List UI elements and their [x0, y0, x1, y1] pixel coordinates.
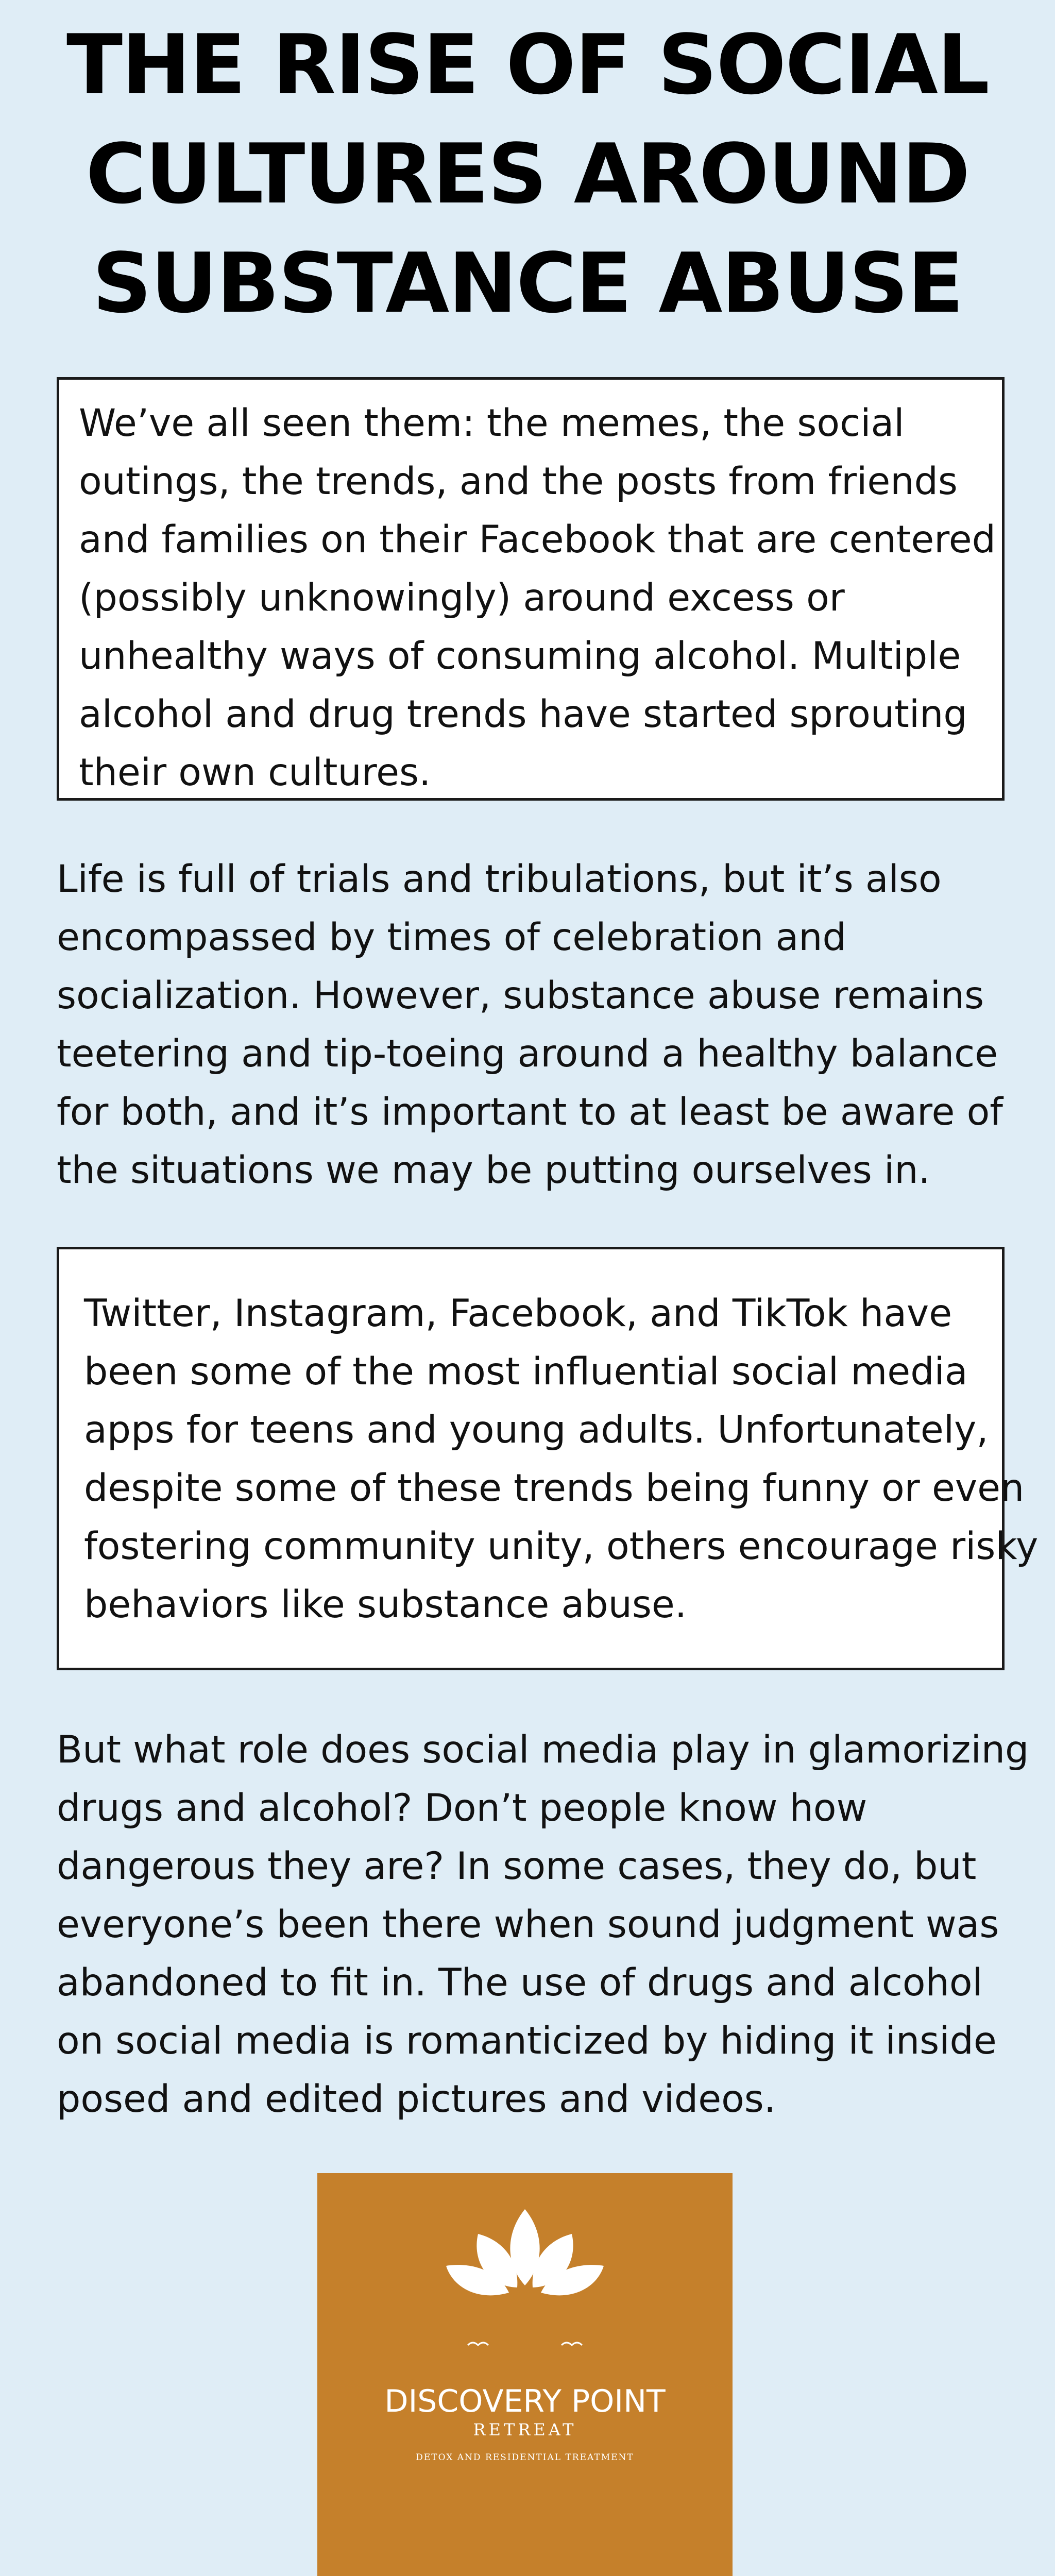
- text-line: We’ve all seen them: the memes, the social: [79, 401, 905, 445]
- text-line: their own cultures.: [79, 751, 431, 794]
- text-line: unhealthy ways of consuming alcohol. Multiple: [79, 634, 961, 678]
- text-line: on social media is romanticized by hiding it inside: [57, 2019, 997, 2063]
- title-line: SUBSTANCE ABUSE: [92, 235, 963, 331]
- discovery-point-logo: [317, 2173, 733, 2576]
- text-line: for both, and it’s important to at least be aware of: [57, 1090, 1003, 1134]
- logo-subtitle: RETREAT: [473, 2420, 577, 2439]
- text-line: encompassed by times of celebration and: [57, 916, 846, 959]
- intro-callout-box: [57, 377, 1005, 801]
- text-line: outings, the trends, and the posts from friends: [79, 460, 958, 503]
- text-line: posed and edited pictures and videos.: [57, 2077, 776, 2121]
- text-line: apps for teens and young adults. Unfortunately,: [84, 1408, 989, 1452]
- text-line: But what role does social media play in glamorizing: [57, 1728, 1029, 1772]
- intro-callout-text: [79, 394, 996, 802]
- text-line: fostering community unity, others encourage risky: [84, 1524, 1039, 1568]
- logo-tagline: DETOX AND RESIDENTIAL TREATMENT: [416, 2452, 634, 2463]
- text-line: dangerous they are? In some cases, they do, but: [57, 1844, 977, 1888]
- text-line: and families on their Facebook that are centered: [79, 518, 996, 562]
- lotus-leaves-icon: [317, 2173, 733, 2389]
- text-line: everyone’s been there when sound judgment was: [57, 1903, 999, 1946]
- text-line: Twitter, Instagram, Facebook, and TikTok have: [84, 1292, 952, 1335]
- social-media-callout-box: [57, 1247, 1039, 1670]
- page-title: [0, 10, 1055, 338]
- social-media-callout-text: [84, 1284, 1039, 1634]
- text-line: behaviors like substance abuse.: [84, 1583, 687, 1626]
- text-line: drugs and alcohol? Don’t people know how: [57, 1786, 867, 1830]
- text-line: abandoned to fit in. The use of drugs and alcohol: [57, 1961, 983, 2005]
- text-line: alcohol and drug trends have started sprouting: [79, 692, 967, 736]
- body-paragraph-social-media-role: [57, 1721, 1029, 2128]
- text-line: socialization. However, substance abuse remains: [57, 974, 984, 1018]
- logo-name: DISCOVERY POINT: [384, 2383, 666, 2419]
- title-line: THE RISE OF SOCIAL: [66, 16, 989, 113]
- text-line: the situations we may be putting ourselves in.: [57, 1148, 930, 1192]
- text-line: teetering and tip-toeing around a healthy balance: [57, 1032, 998, 1076]
- text-line: Life is full of trials and tribulations, but it’s also: [57, 857, 942, 901]
- body-paragraph-celebration: [57, 850, 1003, 1199]
- text-line: been some of the most influential social media: [84, 1350, 968, 1394]
- text-line: despite some of these trends being funny or even: [84, 1466, 1025, 1510]
- title-line: CULTURES AROUND: [86, 126, 969, 222]
- text-line: (possibly unknowingly) around excess or: [79, 576, 845, 620]
